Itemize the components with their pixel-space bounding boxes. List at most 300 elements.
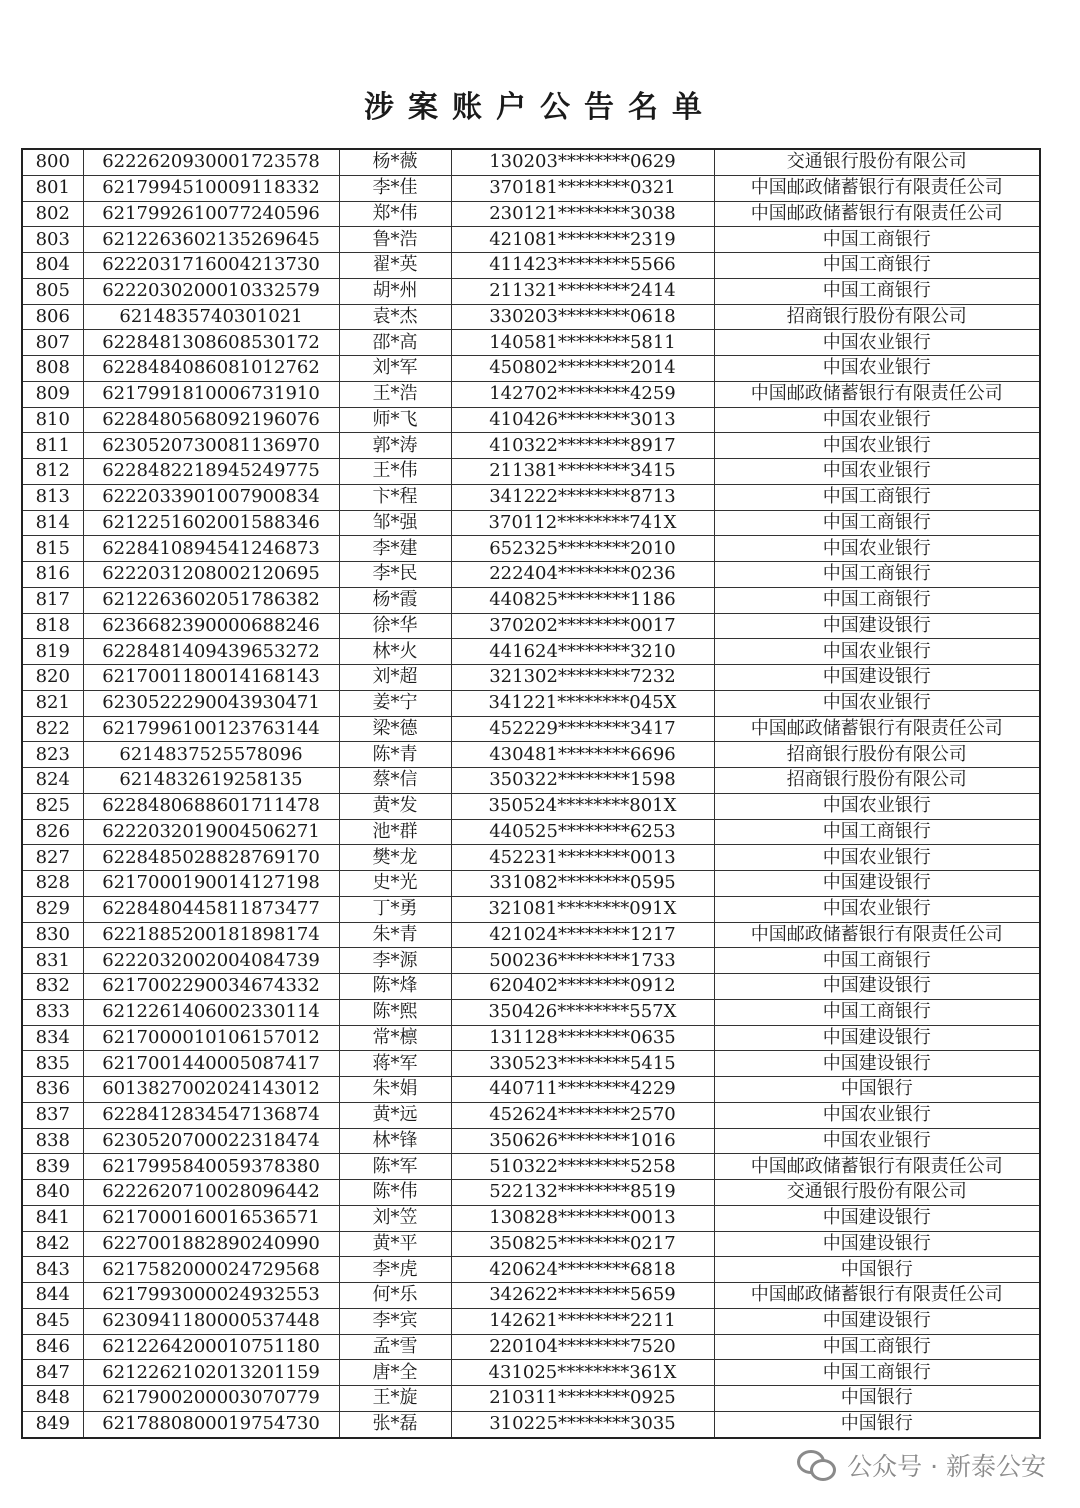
bank-name-cell: 中国农业银行: [714, 433, 1040, 459]
row-number-cell: 800: [22, 149, 83, 175]
id-number-cell: 450802********2014: [451, 356, 714, 382]
account-number-cell: 6214832619258135: [83, 768, 339, 794]
holder-name-cell: 常*檩: [339, 1025, 451, 1051]
account-number-cell: 6228412834547136874: [83, 1102, 339, 1128]
holder-name-cell: 王*旋: [339, 1386, 451, 1412]
holder-name-cell: 朱*青: [339, 922, 451, 948]
id-number-cell: 452624********2570: [451, 1102, 714, 1128]
table-row: [22, 922, 1040, 948]
holder-name-cell: 孟*雪: [339, 1334, 451, 1360]
account-number-cell: 6217001180014168143: [83, 665, 339, 691]
bank-name-cell: 中国工商银行: [714, 510, 1040, 536]
watermark-text: 公众号 · 新泰公安: [847, 1452, 1046, 1481]
row-number-cell: 828: [22, 871, 83, 897]
row-number-cell: 809: [22, 381, 83, 407]
wechat-icon: [797, 1448, 837, 1482]
id-number-cell: 420624********6818: [451, 1257, 714, 1283]
holder-name-cell: 邵*高: [339, 330, 451, 356]
account-number-cell: 6227001882890240990: [83, 1231, 339, 1257]
id-number-cell: 321081********091X: [451, 896, 714, 922]
bank-name-cell: 中国农业银行: [714, 1128, 1040, 1154]
holder-name-cell: 朱*娟: [339, 1077, 451, 1103]
account-number-cell: 6230520730081136970: [83, 433, 339, 459]
account-number-cell: 6222620930001723578: [83, 149, 339, 175]
bank-name-cell: 中国农业银行: [714, 896, 1040, 922]
account-number-cell: 6230520700022318474: [83, 1128, 339, 1154]
id-number-cell: 350524********801X: [451, 793, 714, 819]
holder-name-cell: 刘*军: [339, 356, 451, 382]
id-number-cell: 131128********0635: [451, 1025, 714, 1051]
table-row: [22, 639, 1040, 665]
id-number-cell: 510322********5258: [451, 1154, 714, 1180]
account-number-cell: 6217993000024932553: [83, 1283, 339, 1309]
table-body: [22, 149, 1040, 1438]
id-number-cell: 341221********045X: [451, 690, 714, 716]
account-number-cell: 6228480568092196076: [83, 407, 339, 433]
holder-name-cell: 黄*远: [339, 1102, 451, 1128]
bank-name-cell: 中国银行: [714, 1386, 1040, 1412]
table-row: [22, 742, 1040, 768]
bank-name-cell: 中国农业银行: [714, 407, 1040, 433]
table-row: [22, 1180, 1040, 1206]
holder-name-cell: 卞*程: [339, 484, 451, 510]
bank-name-cell: 中国工商银行: [714, 227, 1040, 253]
row-number-cell: 830: [22, 922, 83, 948]
holder-name-cell: 郑*伟: [339, 201, 451, 227]
account-number-cell: 6221885200181898174: [83, 922, 339, 948]
bank-name-cell: 中国邮政储蓄银行有限责任公司: [714, 201, 1040, 227]
bank-name-cell: 中国邮政储蓄银行有限责任公司: [714, 175, 1040, 201]
table-row: [22, 1360, 1040, 1386]
row-number-cell: 837: [22, 1102, 83, 1128]
id-number-cell: 620402********0912: [451, 974, 714, 1000]
row-number-cell: 847: [22, 1360, 83, 1386]
table-row: [22, 665, 1040, 691]
bank-name-cell: 中国工商银行: [714, 562, 1040, 588]
bank-name-cell: 中国农业银行: [714, 690, 1040, 716]
holder-name-cell: 姜*宁: [339, 690, 451, 716]
bank-name-cell: 中国银行: [714, 1257, 1040, 1283]
holder-name-cell: 李*建: [339, 536, 451, 562]
watermark: [797, 1447, 1046, 1483]
holder-name-cell: 蒋*军: [339, 1051, 451, 1077]
bank-name-cell: 中国农业银行: [714, 459, 1040, 485]
holder-name-cell: 王*浩: [339, 381, 451, 407]
account-number-cell: 6217991810006731910: [83, 381, 339, 407]
id-number-cell: 310225********3035: [451, 1411, 714, 1437]
id-number-cell: 452229********3417: [451, 716, 714, 742]
table-row: [22, 716, 1040, 742]
holder-name-cell: 史*光: [339, 871, 451, 897]
id-number-cell: 421024********1217: [451, 922, 714, 948]
bank-name-cell: 中国农业银行: [714, 793, 1040, 819]
bank-name-cell: 中国邮政储蓄银行有限责任公司: [714, 1283, 1040, 1309]
holder-name-cell: 林*火: [339, 639, 451, 665]
account-number-cell: 6228481308608530172: [83, 330, 339, 356]
bank-name-cell: 中国建设银行: [714, 1051, 1040, 1077]
id-number-cell: 341222********8713: [451, 484, 714, 510]
bank-name-cell: 中国建设银行: [714, 974, 1040, 1000]
row-number-cell: 811: [22, 433, 83, 459]
bank-name-cell: 中国邮政储蓄银行有限责任公司: [714, 1154, 1040, 1180]
row-number-cell: 819: [22, 639, 83, 665]
page-title: 涉案账户公告名单: [364, 90, 716, 125]
account-number-cell: 6214835740301021: [83, 304, 339, 330]
table-row: [22, 253, 1040, 279]
table-row: [22, 381, 1040, 407]
id-number-cell: 370181********0321: [451, 175, 714, 201]
id-number-cell: 142621********2211: [451, 1308, 714, 1334]
holder-name-cell: 陈*熙: [339, 999, 451, 1025]
table-row: [22, 587, 1040, 613]
table-row: [22, 1334, 1040, 1360]
account-number-cell: 6217000160016536571: [83, 1205, 339, 1231]
holder-name-cell: 李*源: [339, 948, 451, 974]
id-number-cell: 211381********3415: [451, 459, 714, 485]
holder-name-cell: 林*锋: [339, 1128, 451, 1154]
row-number-cell: 835: [22, 1051, 83, 1077]
account-number-cell: 6222030200010332579: [83, 278, 339, 304]
account-number-cell: 6217994510009118332: [83, 175, 339, 201]
holder-name-cell: 李*宾: [339, 1308, 451, 1334]
bank-name-cell: 交通银行股份有限公司: [714, 149, 1040, 175]
holder-name-cell: 李*虎: [339, 1257, 451, 1283]
id-number-cell: 330203********0618: [451, 304, 714, 330]
row-number-cell: 836: [22, 1077, 83, 1103]
account-table: [21, 148, 1041, 1439]
holder-name-cell: 袁*杰: [339, 304, 451, 330]
holder-name-cell: 陈*青: [339, 742, 451, 768]
id-number-cell: 652325********2010: [451, 536, 714, 562]
id-number-cell: 440525********6253: [451, 819, 714, 845]
holder-name-cell: 刘*笠: [339, 1205, 451, 1231]
table-row: [22, 999, 1040, 1025]
holder-name-cell: 梁*德: [339, 716, 451, 742]
bank-name-cell: 招商银行股份有限公司: [714, 768, 1040, 794]
bank-name-cell: 中国工商银行: [714, 484, 1040, 510]
account-number-cell: 6228481409439653272: [83, 639, 339, 665]
table-row: [22, 433, 1040, 459]
bank-name-cell: 中国邮政储蓄银行有限责任公司: [714, 922, 1040, 948]
id-number-cell: 350626********1016: [451, 1128, 714, 1154]
table-row: [22, 845, 1040, 871]
table-row: [22, 1411, 1040, 1437]
row-number-cell: 823: [22, 742, 83, 768]
bank-name-cell: 中国邮政储蓄银行有限责任公司: [714, 381, 1040, 407]
account-number-cell: 6228480688601711478: [83, 793, 339, 819]
bank-name-cell: 中国工商银行: [714, 587, 1040, 613]
id-number-cell: 430481********6696: [451, 742, 714, 768]
table-row: [22, 1257, 1040, 1283]
row-number-cell: 806: [22, 304, 83, 330]
table-row: [22, 1051, 1040, 1077]
account-number-cell: 6212263602135269645: [83, 227, 339, 253]
account-number-cell: 6228410894541246873: [83, 536, 339, 562]
table-row: [22, 1077, 1040, 1103]
id-number-cell: 350825********0217: [451, 1231, 714, 1257]
row-number-cell: 821: [22, 690, 83, 716]
row-number-cell: 842: [22, 1231, 83, 1257]
table-row: [22, 149, 1040, 175]
row-number-cell: 834: [22, 1025, 83, 1051]
row-number-cell: 843: [22, 1257, 83, 1283]
row-number-cell: 824: [22, 768, 83, 794]
row-number-cell: 801: [22, 175, 83, 201]
account-number-cell: 6217992610077240596: [83, 201, 339, 227]
id-number-cell: 321302********7232: [451, 665, 714, 691]
holder-name-cell: 杨*霞: [339, 587, 451, 613]
account-number-cell: 6214837525578096: [83, 742, 339, 768]
id-number-cell: 452231********0013: [451, 845, 714, 871]
holder-name-cell: 黄*平: [339, 1231, 451, 1257]
holder-name-cell: 杨*薇: [339, 149, 451, 175]
id-number-cell: 370112********741X: [451, 510, 714, 536]
id-number-cell: 130203********0629: [451, 149, 714, 175]
bank-name-cell: 招商银行股份有限公司: [714, 304, 1040, 330]
account-number-cell: 6222031716004213730: [83, 253, 339, 279]
table-row: [22, 484, 1040, 510]
row-number-cell: 815: [22, 536, 83, 562]
holder-name-cell: 池*群: [339, 819, 451, 845]
table-row: [22, 1283, 1040, 1309]
bank-name-cell: 中国工商银行: [714, 999, 1040, 1025]
table-row: [22, 948, 1040, 974]
bank-name-cell: 中国农业银行: [714, 639, 1040, 665]
holder-name-cell: 邹*强: [339, 510, 451, 536]
table-row: [22, 510, 1040, 536]
table-row: [22, 1308, 1040, 1334]
row-number-cell: 817: [22, 587, 83, 613]
id-number-cell: 230121********3038: [451, 201, 714, 227]
id-number-cell: 142702********4259: [451, 381, 714, 407]
table-row: [22, 1025, 1040, 1051]
table-row: [22, 1386, 1040, 1412]
id-number-cell: 410426********3013: [451, 407, 714, 433]
bank-name-cell: 中国农业银行: [714, 356, 1040, 382]
holder-name-cell: 翟*英: [339, 253, 451, 279]
row-number-cell: 841: [22, 1205, 83, 1231]
id-number-cell: 331082********0595: [451, 871, 714, 897]
row-number-cell: 808: [22, 356, 83, 382]
row-number-cell: 812: [22, 459, 83, 485]
bank-name-cell: 中国农业银行: [714, 1102, 1040, 1128]
account-number-cell: 6222033901007900834: [83, 484, 339, 510]
holder-name-cell: 鲁*浩: [339, 227, 451, 253]
row-number-cell: 822: [22, 716, 83, 742]
bank-name-cell: 中国工商银行: [714, 278, 1040, 304]
table-row: [22, 690, 1040, 716]
table-row: [22, 871, 1040, 897]
bank-name-cell: 交通银行股份有限公司: [714, 1180, 1040, 1206]
holder-name-cell: 丁*勇: [339, 896, 451, 922]
holder-name-cell: 李*佳: [339, 175, 451, 201]
table-row: [22, 768, 1040, 794]
table-row: [22, 1205, 1040, 1231]
id-number-cell: 440711********4229: [451, 1077, 714, 1103]
account-number-cell: 6228482218945249775: [83, 459, 339, 485]
row-number-cell: 810: [22, 407, 83, 433]
holder-name-cell: 唐*全: [339, 1360, 451, 1386]
table-row: [22, 896, 1040, 922]
account-number-cell: 6212251602001588346: [83, 510, 339, 536]
bank-name-cell: 中国建设银行: [714, 1231, 1040, 1257]
row-number-cell: 807: [22, 330, 83, 356]
row-number-cell: 844: [22, 1283, 83, 1309]
bank-name-cell: 中国农业银行: [714, 845, 1040, 871]
bank-name-cell: 中国银行: [714, 1077, 1040, 1103]
table-row: [22, 1102, 1040, 1128]
account-number-cell: 6217002290034674332: [83, 974, 339, 1000]
row-number-cell: 832: [22, 974, 83, 1000]
table-row: [22, 227, 1040, 253]
table-row: [22, 175, 1040, 201]
table-row: [22, 819, 1040, 845]
row-number-cell: 803: [22, 227, 83, 253]
row-number-cell: 805: [22, 278, 83, 304]
holder-name-cell: 郭*涛: [339, 433, 451, 459]
account-number-cell: 6222620710028096442: [83, 1180, 339, 1206]
account-number-cell: 6217880800019754730: [83, 1411, 339, 1437]
table-row: [22, 1154, 1040, 1180]
id-number-cell: 210311********0925: [451, 1386, 714, 1412]
bank-name-cell: 中国工商银行: [714, 948, 1040, 974]
bank-name-cell: 中国农业银行: [714, 536, 1040, 562]
holder-name-cell: 樊*龙: [339, 845, 451, 871]
account-number-cell: 6217900200003070779: [83, 1386, 339, 1412]
account-number-cell: 6228485028828769170: [83, 845, 339, 871]
row-number-cell: 848: [22, 1386, 83, 1412]
bank-name-cell: 中国银行: [714, 1411, 1040, 1437]
id-number-cell: 350426********557X: [451, 999, 714, 1025]
account-number-cell: 6212262102013201159: [83, 1360, 339, 1386]
bank-name-cell: 中国建设银行: [714, 1025, 1040, 1051]
bank-name-cell: 中国建设银行: [714, 1205, 1040, 1231]
row-number-cell: 846: [22, 1334, 83, 1360]
id-number-cell: 500236********1733: [451, 948, 714, 974]
id-number-cell: 350322********1598: [451, 768, 714, 794]
account-number-cell: 6217995840059378380: [83, 1154, 339, 1180]
table-row: [22, 304, 1040, 330]
id-number-cell: 370202********0017: [451, 613, 714, 639]
table-row: [22, 407, 1040, 433]
account-number-cell: 6212263602051786382: [83, 587, 339, 613]
row-number-cell: 820: [22, 665, 83, 691]
row-number-cell: 827: [22, 845, 83, 871]
row-number-cell: 833: [22, 999, 83, 1025]
id-number-cell: 211321********2414: [451, 278, 714, 304]
holder-name-cell: 陈*伟: [339, 1180, 451, 1206]
row-number-cell: 831: [22, 948, 83, 974]
id-number-cell: 411423********5566: [451, 253, 714, 279]
table-row: [22, 793, 1040, 819]
table-row: [22, 974, 1040, 1000]
holder-name-cell: 刘*超: [339, 665, 451, 691]
row-number-cell: 829: [22, 896, 83, 922]
row-number-cell: 816: [22, 562, 83, 588]
holder-name-cell: 王*伟: [339, 459, 451, 485]
holder-name-cell: 陈*军: [339, 1154, 451, 1180]
bank-name-cell: 中国邮政储蓄银行有限责任公司: [714, 716, 1040, 742]
account-number-cell: 6230941180000537448: [83, 1308, 339, 1334]
holder-name-cell: 师*飞: [339, 407, 451, 433]
id-number-cell: 220104********7520: [451, 1334, 714, 1360]
account-number-cell: 6236682390000688246: [83, 613, 339, 639]
table-row: [22, 201, 1040, 227]
table-row: [22, 1128, 1040, 1154]
account-number-cell: 6217582000024729568: [83, 1257, 339, 1283]
account-number-cell: 6212264200010751180: [83, 1334, 339, 1360]
table-row: [22, 278, 1040, 304]
row-number-cell: 839: [22, 1154, 83, 1180]
table-row: [22, 536, 1040, 562]
bank-name-cell: 招商银行股份有限公司: [714, 742, 1040, 768]
row-number-cell: 840: [22, 1180, 83, 1206]
row-number-cell: 813: [22, 484, 83, 510]
row-number-cell: 849: [22, 1411, 83, 1437]
id-number-cell: 140581********5811: [451, 330, 714, 356]
holder-name-cell: 蔡*信: [339, 768, 451, 794]
table-row: [22, 613, 1040, 639]
row-number-cell: 826: [22, 819, 83, 845]
bank-name-cell: 中国农业银行: [714, 330, 1040, 356]
account-number-cell: 6217000010106157012: [83, 1025, 339, 1051]
bank-name-cell: 中国建设银行: [714, 665, 1040, 691]
account-number-cell: 6230522290043930471: [83, 690, 339, 716]
id-number-cell: 421081********2319: [451, 227, 714, 253]
id-number-cell: 410322********8917: [451, 433, 714, 459]
account-number-cell: 6228480445811873477: [83, 896, 339, 922]
row-number-cell: 818: [22, 613, 83, 639]
id-number-cell: 441624********3210: [451, 639, 714, 665]
account-number-cell: 6222032002004084739: [83, 948, 339, 974]
bank-name-cell: 中国建设银行: [714, 613, 1040, 639]
bank-name-cell: 中国建设银行: [714, 1308, 1040, 1334]
holder-name-cell: 黄*发: [339, 793, 451, 819]
table-row: [22, 459, 1040, 485]
account-number-cell: 6217001440005087417: [83, 1051, 339, 1077]
holder-name-cell: 张*磊: [339, 1411, 451, 1437]
holder-name-cell: 李*民: [339, 562, 451, 588]
table-row: [22, 1231, 1040, 1257]
account-number-cell: 6013827002024143012: [83, 1077, 339, 1103]
bank-name-cell: 中国建设银行: [714, 871, 1040, 897]
id-number-cell: 431025********361X: [451, 1360, 714, 1386]
holder-name-cell: 何*乐: [339, 1283, 451, 1309]
holder-name-cell: 徐*华: [339, 613, 451, 639]
row-number-cell: 838: [22, 1128, 83, 1154]
table-row: [22, 330, 1040, 356]
holder-name-cell: 陈*烽: [339, 974, 451, 1000]
account-number-cell: 6228484086081012762: [83, 356, 339, 382]
row-number-cell: 814: [22, 510, 83, 536]
id-number-cell: 330523********5415: [451, 1051, 714, 1077]
row-number-cell: 825: [22, 793, 83, 819]
table-row: [22, 356, 1040, 382]
account-number-cell: 6222031208002120695: [83, 562, 339, 588]
holder-name-cell: 胡*州: [339, 278, 451, 304]
row-number-cell: 845: [22, 1308, 83, 1334]
table-row: [22, 562, 1040, 588]
id-number-cell: 342622********5659: [451, 1283, 714, 1309]
account-number-cell: 6217996100123763144: [83, 716, 339, 742]
id-number-cell: 522132********8519: [451, 1180, 714, 1206]
id-number-cell: 222404********0236: [451, 562, 714, 588]
row-number-cell: 802: [22, 201, 83, 227]
account-number-cell: 6217000190014127198: [83, 871, 339, 897]
bank-name-cell: 中国工商银行: [714, 1334, 1040, 1360]
account-number-cell: 6222032019004506271: [83, 819, 339, 845]
bank-name-cell: 中国工商银行: [714, 1360, 1040, 1386]
